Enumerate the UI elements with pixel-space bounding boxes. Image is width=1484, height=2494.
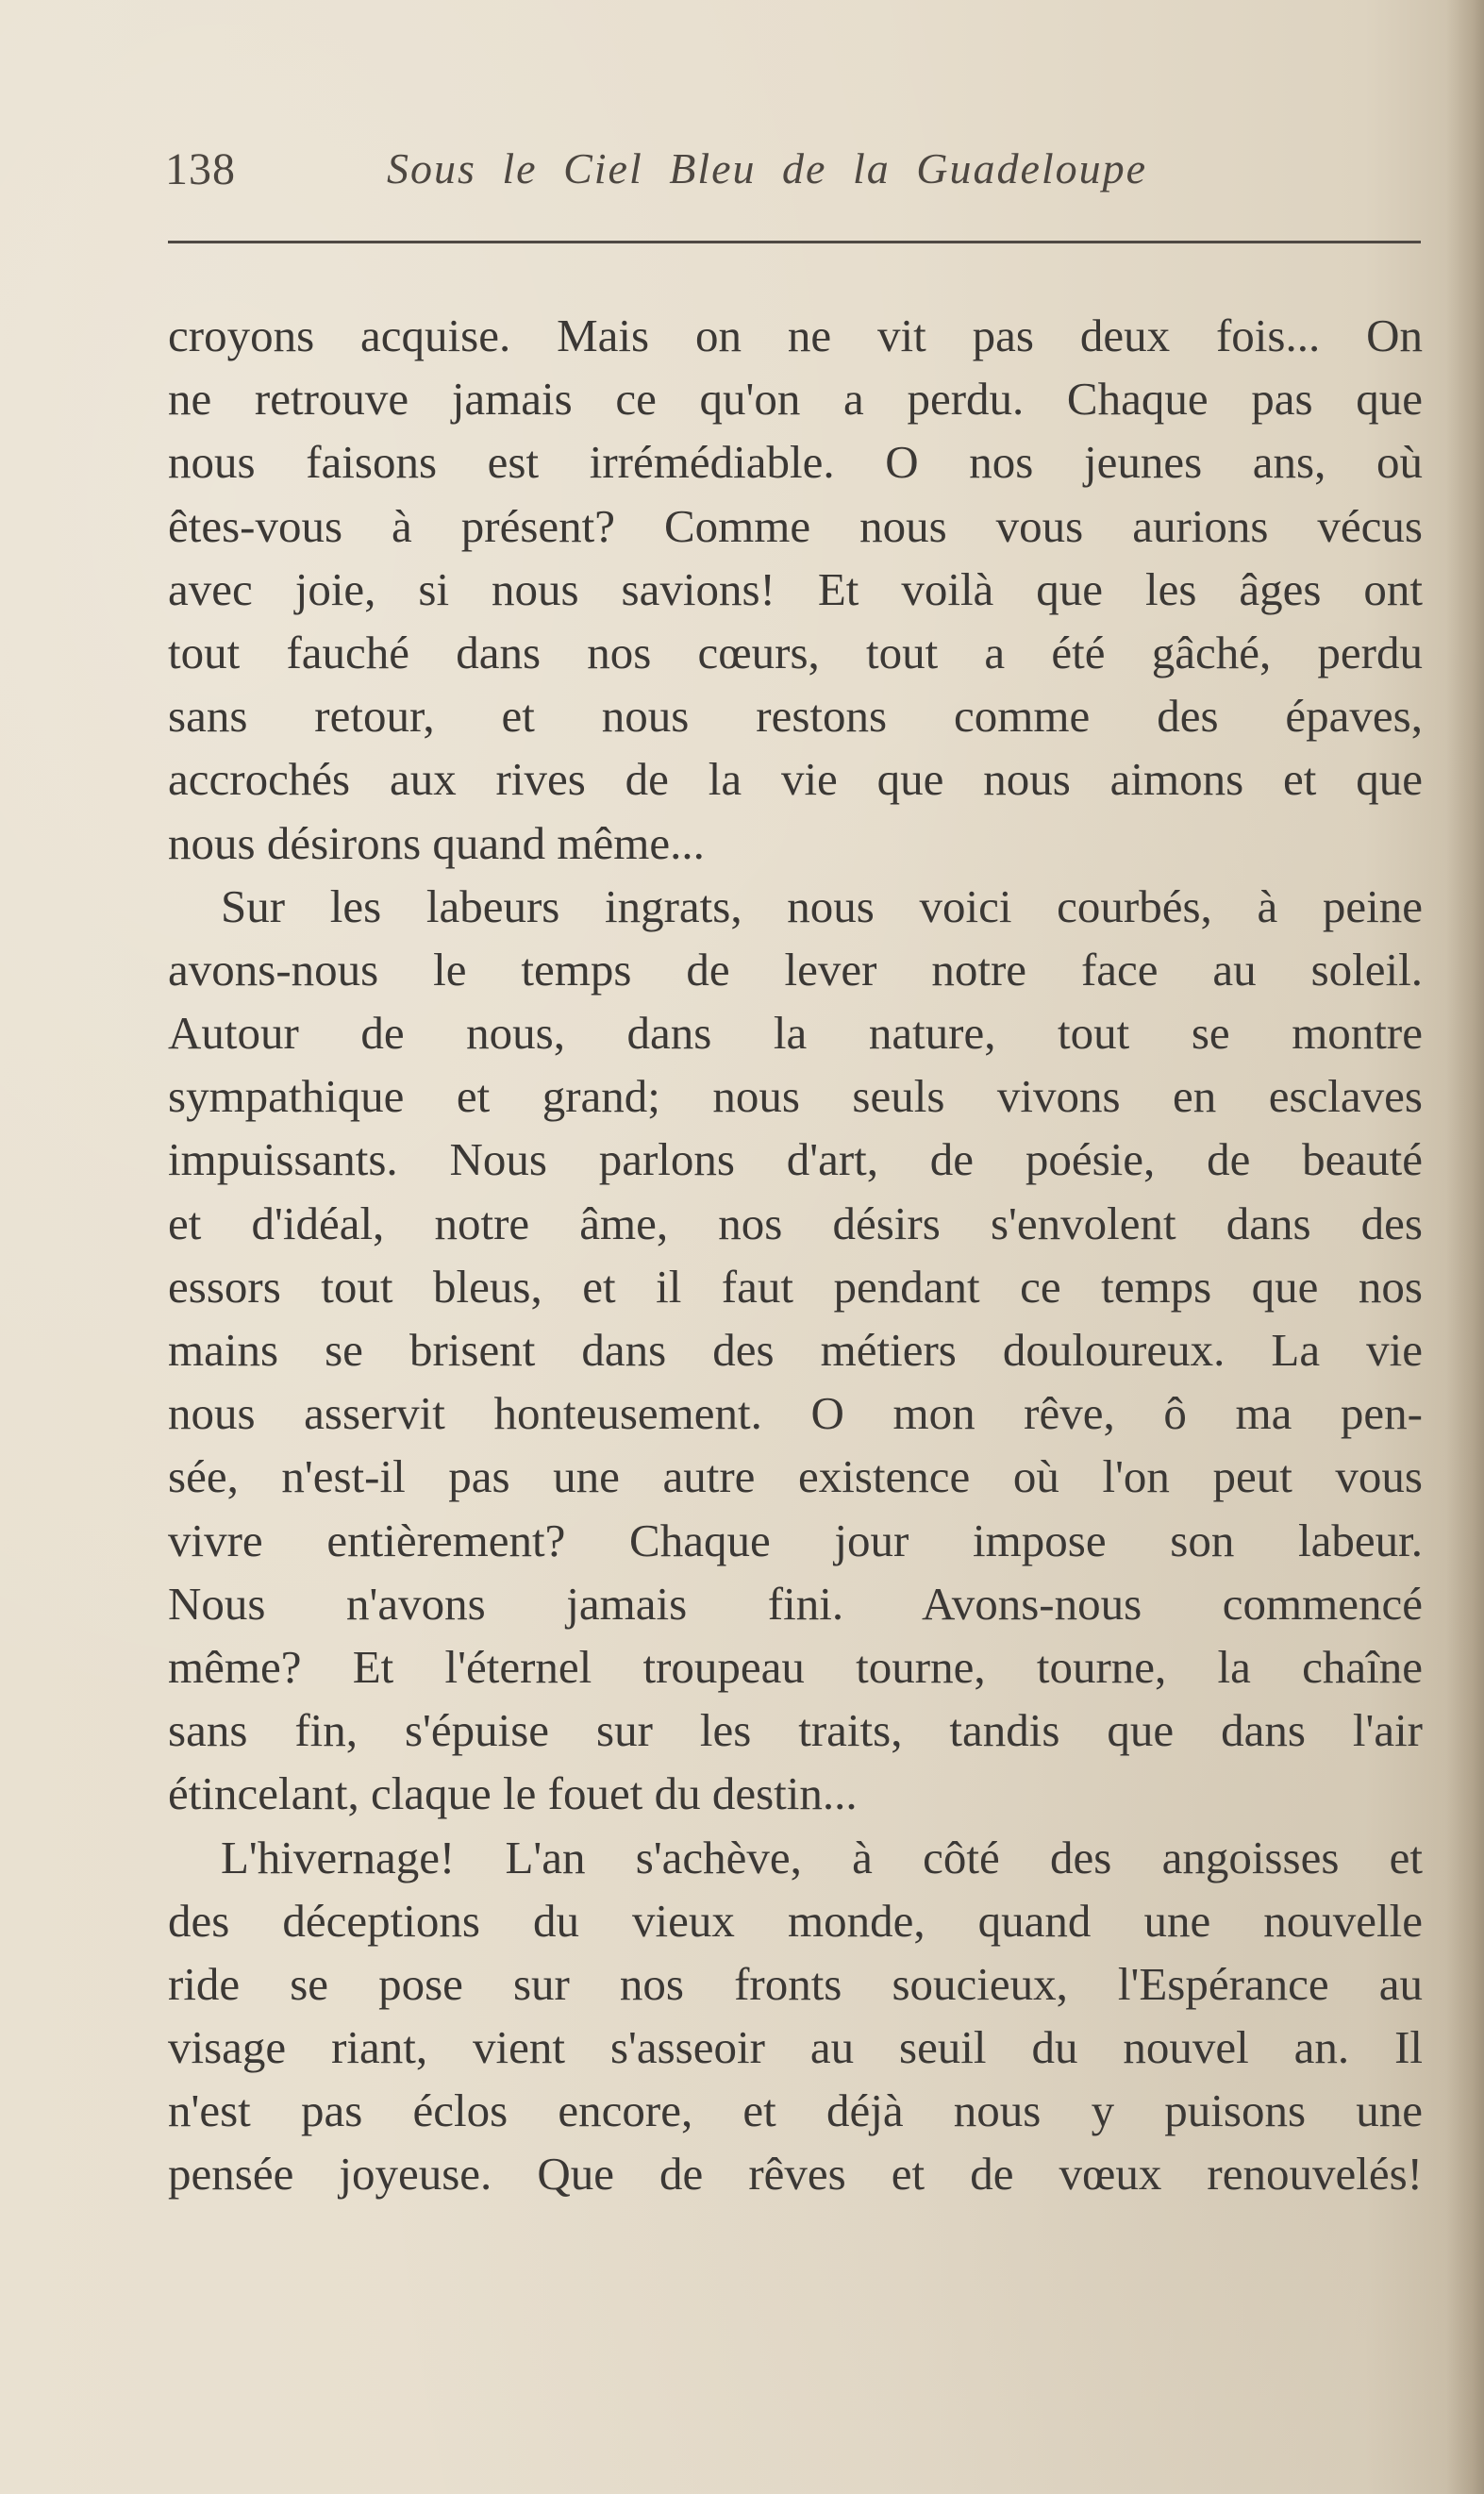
text-line: n'est pas éclos encore, et déjà nous y puisons une	[168, 2084, 1423, 2137]
text-line: des déceptions du vieux monde, quand une nouvelle	[168, 1894, 1423, 1947]
text-line: sans fin, s'épuise sur les traits, tandis que dans l'air	[168, 1704, 1423, 1757]
text-line: vivre entièrement? Chaque jour impose son labeur.	[168, 1514, 1423, 1566]
text-line: étincelant, claque le fouet du destin...	[168, 1767, 858, 1820]
text-line: nous asservit honteusement. O mon rêve, ô ma pen-	[168, 1387, 1423, 1440]
text-line: visage riant, vient s'asseoir au seuil du nouvel an. Il	[168, 2021, 1423, 2074]
text-line: mains se brisent dans des métiers douloureux. La vie	[168, 1324, 1423, 1376]
text-line: accrochés aux rives de la vie que nous aimons et que	[168, 753, 1423, 806]
text-line: sée, n'est-il pas une autre existence où l'on peut vous	[168, 1450, 1423, 1503]
text-line: tout fauché dans nos cœurs, tout a été gâché, perdu	[168, 626, 1423, 678]
text-line: sympathique et grand; nous seuls vivons en esclaves	[168, 1070, 1423, 1123]
text-line: croyons acquise. Mais on ne vit pas deux fois... On	[168, 310, 1423, 361]
text-line: pensée joyeuse. Que de rêves et de vœux renouvelés!	[168, 2148, 1423, 2201]
text-line: êtes-vous à présent? Comme nous vous aurions vécus	[168, 499, 1423, 552]
text-line: Nous n'avons jamais fini. Avons-nous commencé	[168, 1577, 1423, 1630]
running-title: Sous le Ciel Bleu de la Guadeloupe	[387, 144, 1148, 192]
text-line: avec joie, si nous savions! Et voilà que les âges ont	[168, 562, 1423, 615]
text-line: et d'idéal, notre âme, nos désirs s'envolent dans des	[168, 1197, 1423, 1249]
body-text	[168, 304, 1423, 2206]
paragraph-first-line: Sur les labeurs ingrats, nous voici courbés, à peine	[221, 879, 1423, 932]
paragraph-first-line: L'hivernage! L'an s'achève, à côté des angoisses et	[221, 1831, 1423, 1883]
text-line: nous désirons quand même...	[168, 816, 705, 869]
running-head	[165, 143, 1420, 200]
text-line: ride se pose sur nos fronts soucieux, l'Espérance au	[168, 1957, 1423, 2010]
text-line: essors tout bleus, et il faut pendant ce temps que nos	[168, 1260, 1423, 1313]
header-rule	[168, 241, 1421, 243]
page-number: 138	[165, 144, 236, 194]
text-line: même? Et l'éternel troupeau tourne, tourne, la chaîne	[168, 1640, 1423, 1693]
text-line: impuissants. Nous parlons d'art, de poésie, de beauté	[168, 1133, 1423, 1186]
text-line: Autour de nous, dans la nature, tout se montre	[168, 1007, 1423, 1060]
text-line: nous faisons est irrémédiable. O nos jeunes ans, où	[168, 436, 1423, 489]
text-line: avons-nous le temps de lever notre face au soleil.	[168, 943, 1423, 996]
page-edge-shadow	[1446, 0, 1484, 2494]
text-line: sans retour, et nous restons comme des épaves,	[168, 690, 1423, 743]
text-line: ne retrouve jamais ce qu'on a perdu. Chaque pas que	[168, 373, 1423, 426]
